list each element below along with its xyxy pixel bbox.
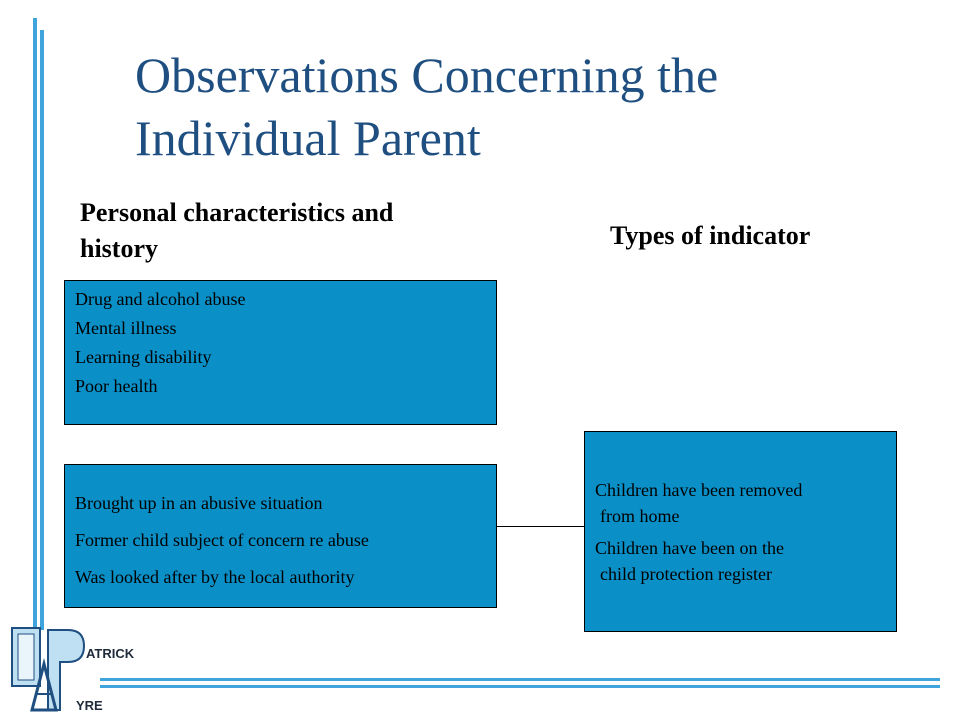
box2-item: Former child subject of concern re abuse	[75, 530, 369, 550]
left-heading-line1: Personal characteristics and	[80, 198, 394, 227]
characteristics-box-health	[64, 280, 497, 425]
left-column-heading	[80, 195, 500, 267]
slide-title-line1: Observations Concerning the	[135, 47, 719, 103]
slide-title	[135, 44, 915, 170]
slide-title-line2: Individual Parent	[135, 110, 481, 166]
connector-line	[497, 526, 584, 527]
bottom-accent-line-lower	[100, 685, 940, 688]
bottom-accent-line-upper	[100, 678, 940, 681]
characteristics-box-history	[64, 464, 497, 608]
left-accent-line-outer	[33, 18, 37, 630]
box3-item: from home	[600, 506, 680, 526]
logo-text-top: ATRICK	[86, 646, 135, 661]
box1-item: Learning disability	[75, 347, 212, 367]
box2-item: Brought up in an abusive situation	[75, 493, 323, 513]
logo-text-bottom: YRE	[76, 698, 103, 713]
box2-item: Was looked after by the local authority	[75, 567, 355, 587]
box1-item: Drug and alcohol abuse	[75, 289, 246, 309]
patrick-ayre-logo	[8, 624, 138, 716]
right-column-heading: Types of indicator	[610, 221, 811, 250]
box3-item: Children have been on the	[595, 538, 784, 558]
indicator-box	[584, 431, 897, 632]
left-heading-line2: history	[80, 234, 158, 263]
box1-item: Mental illness	[75, 318, 177, 338]
box3-item: child protection register	[600, 564, 772, 584]
box3-item: Children have been removed	[595, 480, 803, 500]
left-accent-line-inner	[40, 30, 44, 630]
box1-item: Poor health	[75, 376, 158, 396]
